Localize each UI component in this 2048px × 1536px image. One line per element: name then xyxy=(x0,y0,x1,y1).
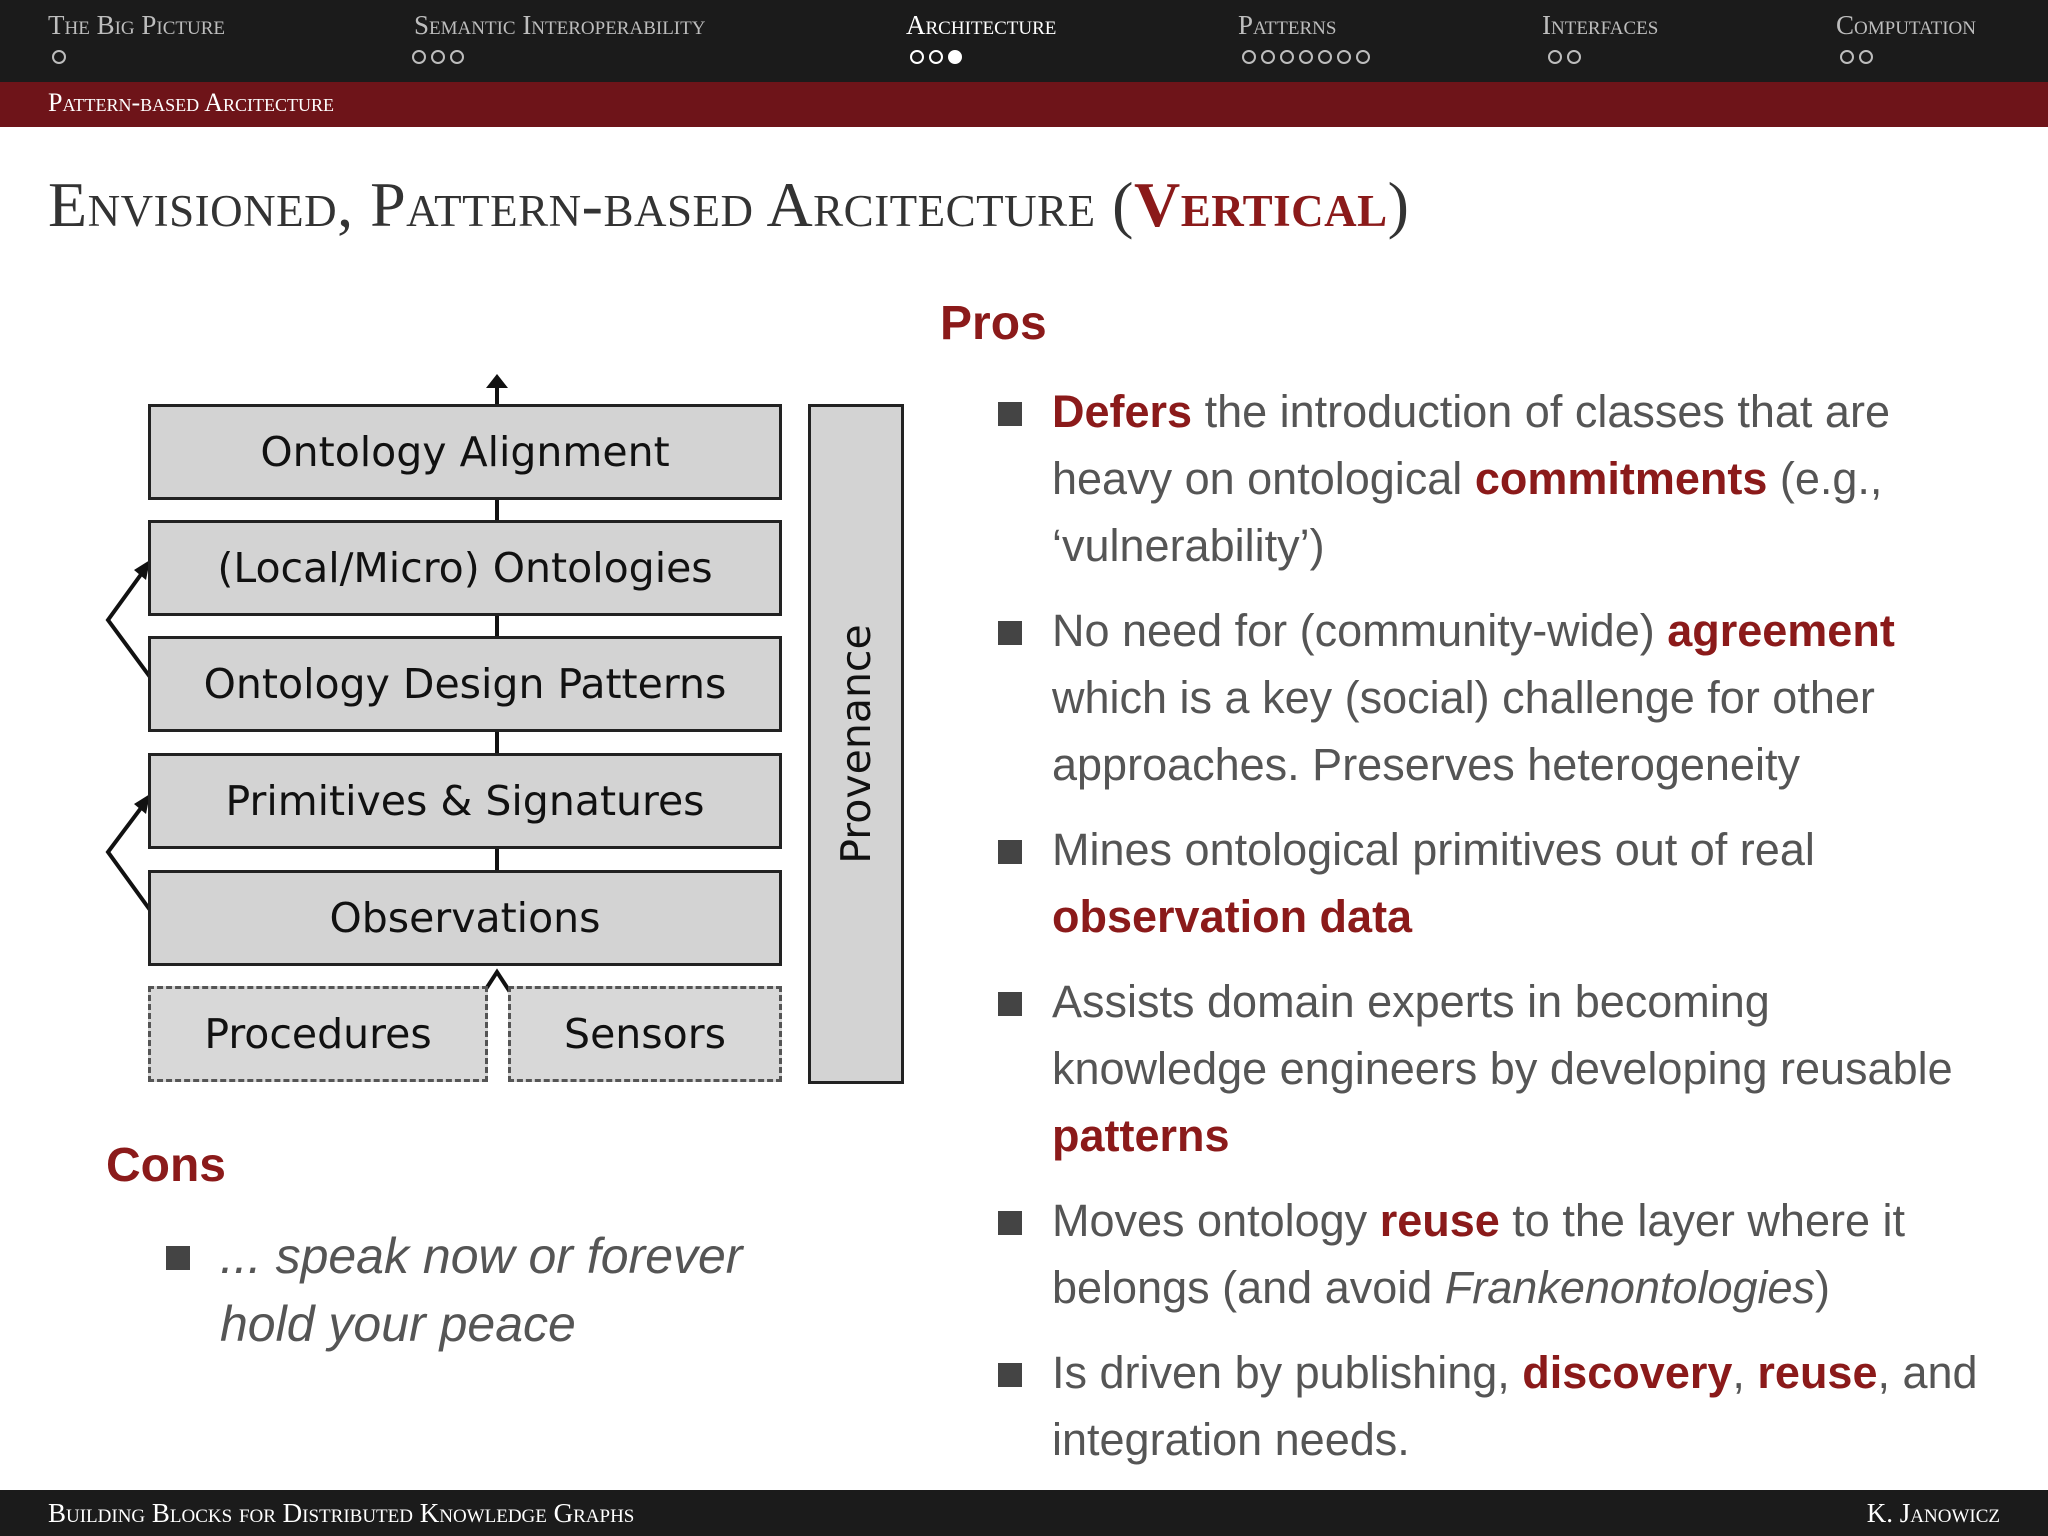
bullet-text: No need for (community-wide) xyxy=(1052,605,1668,656)
layer-procedures xyxy=(148,986,488,1082)
nav-section-label: Architecture xyxy=(906,10,1057,40)
layer-label: (Local/Micro) Ontologies xyxy=(217,544,713,592)
bullet-text: Is driven by publishing, xyxy=(1052,1347,1523,1398)
layer-provenance xyxy=(808,404,904,1084)
bullet-text: observation data xyxy=(1052,891,1413,942)
pros-bullet xyxy=(996,816,1996,950)
bullet-text: agreement xyxy=(1667,605,1895,656)
layer-label: Primitives & Signatures xyxy=(225,777,705,825)
bullet-text: discovery xyxy=(1522,1347,1733,1398)
layer-label: Sensors xyxy=(564,1010,726,1058)
bullet-text: , and integration needs. xyxy=(1052,1347,1978,1465)
bullet-text: Moves ontology xyxy=(1052,1195,1380,1246)
layer-label: Ontology Alignment xyxy=(260,428,670,476)
layer-label: Procedures xyxy=(204,1010,432,1058)
bullet-text: , xyxy=(1732,1347,1758,1398)
nav-section-label: Interfaces xyxy=(1542,10,1659,40)
footer-author: K. Janowicz xyxy=(1866,1498,2000,1528)
nav-section-label: Patterns xyxy=(1238,10,1337,40)
layer-ontology-alignment xyxy=(148,404,782,500)
bullet-text: Assists domain experts in becoming knowledge engineers by developing reusable xyxy=(1052,976,1953,1094)
cons-heading: Cons xyxy=(106,1139,226,1192)
connector-bracket xyxy=(108,562,150,677)
bullet-text: ) xyxy=(1815,1262,1831,1313)
slide-title-main: Envisioned, Pattern-based Arcitecture ( xyxy=(48,169,1134,240)
pros-bullet xyxy=(996,1339,1996,1473)
connector-bracket xyxy=(108,796,150,910)
pros-bullet xyxy=(996,378,1996,579)
provenance-label: Provenance xyxy=(832,624,880,864)
nav-section-label: Computation xyxy=(1836,10,1976,40)
slide-title-close: ) xyxy=(1387,169,1410,240)
layer-local-micro-ontologies xyxy=(148,520,782,616)
cons-list xyxy=(164,1222,844,1358)
layer-primitives-signatures xyxy=(148,753,782,849)
bullet-text: (e.g., ‘vulnerability’) xyxy=(1052,453,1883,571)
subsection-title: Pattern-based Arcitecture xyxy=(48,88,334,117)
bullet-text: patterns xyxy=(1052,1110,1230,1161)
nav-section-label: Semantic Interoperability xyxy=(414,10,706,40)
cons-bullet: ... speak now or forever hold your peace xyxy=(164,1222,844,1358)
slide-title-accent: Vertical xyxy=(1133,169,1388,240)
layer-ontology-design-patterns xyxy=(148,636,782,732)
bullet-text: to the layer where it belongs (and avoid xyxy=(1052,1195,1905,1313)
layer-sensors xyxy=(508,986,782,1082)
footer-bar xyxy=(0,1490,2048,1536)
bullet-text: the introduction of classes that are heavy on ontological xyxy=(1052,386,1890,504)
bullet-text: which is a key (social) challenge for other approaches. Preserves heterogeneity xyxy=(1052,672,1875,790)
footer-title: Building Blocks for Distributed Knowledge Graphs xyxy=(48,1498,635,1528)
arrow-up-icon xyxy=(486,374,508,388)
bullet-text: commitments xyxy=(1474,453,1768,504)
bullet-text: Defers xyxy=(1052,386,1193,437)
layer-observations xyxy=(148,870,782,966)
bullet-text: reuse xyxy=(1379,1195,1500,1246)
layer-label: Observations xyxy=(329,894,601,942)
bullet-text: Frankenontologies xyxy=(1444,1262,1816,1313)
layer-label: Ontology Design Patterns xyxy=(203,660,727,708)
bullet-text: reuse xyxy=(1757,1347,1878,1398)
bullet-text: Mines ontological primitives out of real xyxy=(1052,824,1815,875)
pros-heading: Pros xyxy=(940,297,1047,350)
pros-bullet xyxy=(996,968,1996,1169)
pros-bullet xyxy=(996,1187,1996,1321)
nav-section-label: The Big Picture xyxy=(48,10,225,40)
pros-list xyxy=(996,378,1996,1491)
pros-bullet xyxy=(996,597,1996,798)
